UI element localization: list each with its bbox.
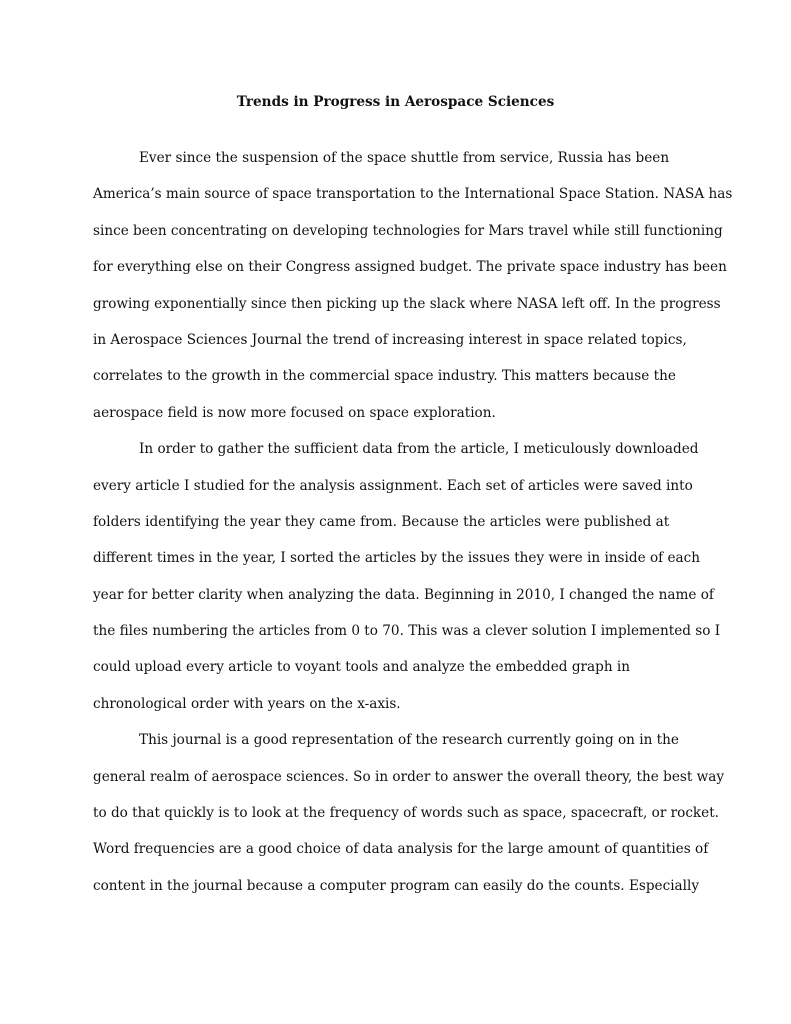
text-line: Word frequencies are a good choice of data analysis for the large amount of quantities of <box>93 841 709 858</box>
paragraph-2 <box>93 437 721 728</box>
text-line: different times in the year, I sorted the articles by the issues they were in inside of each <box>93 550 700 567</box>
text-line: In order to gather the sufficient data from the article, I meticulously downloaded <box>139 441 699 458</box>
document-title: Trends in Progress in Aerospace Sciences <box>236 94 555 110</box>
text-line: the files numbering the articles from 0 to 70. This was a clever solution I implemented so I <box>93 623 721 640</box>
text-line: aerospace field is now more focused on space exploration. <box>93 404 496 421</box>
paragraph-1 <box>93 146 733 437</box>
text-line: America’s main source of space transportation to the International Space Station. NASA has <box>93 186 733 203</box>
text-line: for everything else on their Congress assigned budget. The private space industry has been <box>93 259 727 276</box>
text-line: growing exponentially since then picking up the slack where NASA left off. In the progress <box>93 295 721 312</box>
text-line: year for better clarity when analyzing the data. Beginning in 2010, I changed the name of <box>93 586 714 603</box>
text-line: Ever since the suspension of the space shuttle from service, Russia has been <box>139 150 670 166</box>
text-line: content in the journal because a computer program can easily do the counts. Especially <box>93 877 700 894</box>
text-line: correlates to the growth in the commercial space industry. This matters because the <box>93 368 676 385</box>
document-body <box>93 146 733 910</box>
paragraph-3 <box>93 728 725 910</box>
text-line: could upload every article to voyant tools and analyze the embedded graph in <box>93 659 630 676</box>
text-line: general realm of aerospace sciences. So in order to answer the overall theory, the best way <box>93 768 725 785</box>
text-line: since been concentrating on developing technologies for Mars travel while still functioning <box>93 222 723 239</box>
text-line: This journal is a good representation of the research currently going on in the <box>139 732 679 749</box>
text-line: chronological order with years on the x-axis. <box>93 695 401 712</box>
text-line: every article I studied for the analysis assignment. Each set of articles were saved into <box>93 477 693 494</box>
text-line: in Aerospace Sciences Journal the trend of increasing interest in space related topics, <box>93 331 687 348</box>
text-line: folders identifying the year they came from. Because the articles were published at <box>93 513 670 530</box>
text-line: to do that quickly is to look at the frequency of words such as space, spacecraft, or rocket. <box>93 805 720 822</box>
